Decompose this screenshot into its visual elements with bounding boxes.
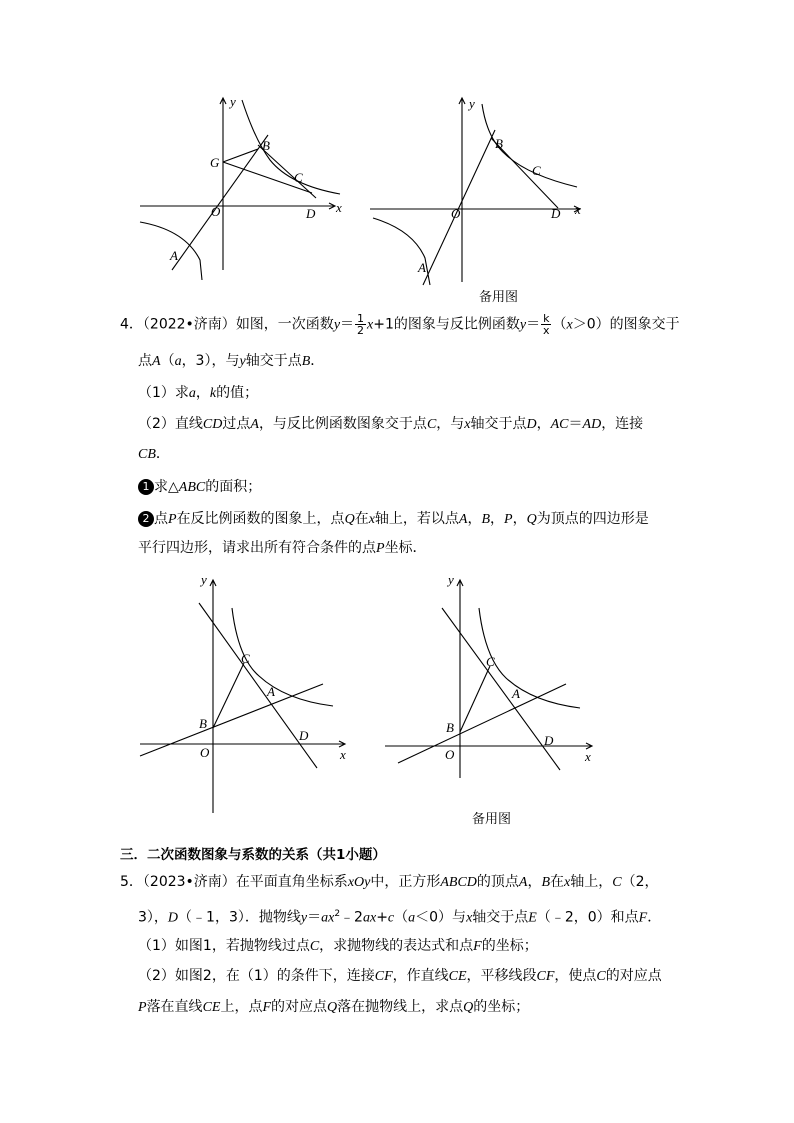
q5-text: （﹣2，0）和点 — [536, 909, 639, 926]
label-D: D — [306, 206, 316, 221]
q4-text: 轴交于点 — [470, 416, 527, 432]
point-A: A — [250, 417, 259, 432]
q4-text: ，与 — [436, 416, 465, 432]
exponent-2: 2 — [334, 909, 341, 919]
var-k: k — [209, 386, 217, 401]
q5-text: （2）如图2，在（1）的条件下，连接 — [138, 968, 375, 984]
figure-2 — [365, 90, 590, 285]
q4-text: 的图象交于 — [609, 316, 680, 333]
q4-text: 在反比例函数的图象上，点 — [176, 511, 345, 527]
point-Q: Q — [526, 512, 537, 527]
var-x: x — [368, 512, 375, 527]
point-F: F — [638, 910, 648, 926]
q4-sub-2-line-2 — [138, 538, 427, 559]
point-C: C — [426, 417, 437, 432]
segment-AC: AC — [550, 417, 569, 432]
q4-part-2-line-2 — [138, 444, 170, 465]
q4-text: ， — [512, 511, 527, 527]
figure-3 — [135, 568, 360, 818]
frac-denominator: 2 — [357, 324, 365, 337]
segment-AD: AD — [582, 417, 602, 432]
q5-text: 中，正方形 — [370, 874, 441, 890]
point-P: P — [168, 512, 177, 527]
q5-text: 的坐标； — [473, 999, 530, 1015]
q4-text: 点 — [138, 353, 152, 369]
fraction-k-over-x — [541, 313, 551, 336]
q4-sub-1 — [138, 477, 261, 498]
q4-text: 轴交于点 — [245, 353, 302, 369]
point-Q: Q — [327, 1000, 338, 1015]
line-y-half-x-plus-1 — [398, 684, 566, 763]
label-A: A — [267, 684, 275, 699]
var-a: a — [188, 386, 196, 401]
figure-1 — [130, 90, 350, 280]
q5-text: ＜0）与 — [415, 909, 467, 926]
label-O: O — [445, 747, 455, 762]
label-x: x — [336, 200, 342, 215]
q4-text: 的面积； — [205, 479, 262, 495]
q5-text: ， — [527, 874, 542, 890]
q4-text: 在 — [354, 511, 369, 527]
segment-CF: CF — [374, 969, 393, 984]
var-x: x — [564, 875, 571, 890]
point-Q: Q — [344, 512, 355, 527]
point-C: C — [596, 969, 606, 984]
label-O: O — [451, 206, 461, 221]
q4-text: 坐标． — [384, 540, 427, 556]
q5-text: （﹣1，3）．抛物线 — [178, 909, 301, 926]
label-O: O — [200, 745, 210, 760]
label-A: A — [170, 248, 178, 263]
label-x: x — [575, 202, 581, 217]
triangle-ABC: ABC — [178, 480, 206, 495]
frac-numerator: k — [543, 312, 550, 325]
label-B: B — [495, 136, 503, 151]
circled-number-2: 2 — [138, 511, 154, 527]
label-A: A — [418, 260, 426, 275]
point-P: P — [376, 541, 385, 556]
point-E: E — [528, 910, 537, 926]
var-x: x — [466, 910, 473, 926]
var-y: y — [239, 354, 246, 369]
label-C: C — [294, 170, 303, 185]
label-O: O — [211, 204, 221, 219]
q4-text: （ — [160, 353, 175, 369]
var-x: x — [464, 417, 471, 432]
q5-text: 落在直线 — [146, 999, 203, 1015]
point-D: D — [167, 910, 179, 926]
label-C: C — [532, 163, 541, 178]
var-a: a — [174, 354, 182, 369]
line-CD — [199, 603, 317, 768]
label-C: C — [486, 654, 495, 669]
label-B: B — [262, 138, 270, 153]
point-Q: Q — [463, 1000, 474, 1015]
q5-text: ． — [647, 909, 662, 926]
q5-text: 在平面直角坐标系 — [235, 874, 348, 890]
q5-part-2-line-1 — [138, 966, 662, 987]
q5-text: ﹣2 — [340, 909, 363, 926]
q4-sub-2-line-1 — [138, 509, 649, 530]
q4-text: （1）求 — [138, 385, 189, 401]
q5-text: ，作直线 — [392, 968, 449, 984]
point-D: D — [526, 417, 537, 432]
label-G: G — [210, 155, 220, 170]
point-A: A — [152, 354, 161, 369]
q5-source: （2023•济南） — [142, 874, 236, 890]
q4-text: ， — [536, 416, 551, 432]
segment-BC — [213, 663, 244, 728]
line-CD: CD — [202, 417, 223, 432]
label-A: A — [512, 686, 520, 701]
label-x: x — [585, 749, 591, 764]
point-A: A — [518, 875, 528, 890]
figure-4-caption: 备用图 — [472, 812, 512, 827]
q4-text: ，连接 — [601, 416, 644, 432]
label-x: x — [340, 747, 346, 762]
q4-line-2 — [138, 351, 324, 372]
q4-part-2-line-1 — [138, 414, 643, 435]
var-y: y — [519, 317, 527, 333]
term-ax: ax — [362, 910, 377, 926]
segment-CF: CF — [536, 969, 555, 984]
q4-equals: ＝ — [340, 316, 355, 333]
var-c: c — [387, 910, 395, 926]
label-B: B — [199, 716, 207, 731]
q4-text: 求△ — [154, 479, 179, 495]
q4-plus-one: +1 — [373, 316, 394, 333]
term-ax: ax — [321, 910, 335, 926]
line-CE: CE — [448, 969, 467, 984]
q5-text: 上，点 — [220, 999, 263, 1015]
point-A: A — [458, 512, 468, 527]
q5-text: + — [376, 909, 388, 926]
point-F: F — [262, 1000, 272, 1015]
q4-text: 平行四边形，请求出所有符合条件的点 — [138, 540, 376, 556]
q5-text: ，求抛物线的表达式和点 — [319, 938, 474, 954]
q4-equals: ＝ — [526, 316, 541, 333]
q5-text: 轴上， — [570, 874, 613, 890]
section-3-title: 三．二次函数图象与系数的关系（共1小题） — [120, 847, 386, 863]
q4-text: 如图，一次函数 — [235, 316, 334, 333]
frac-denominator: x — [543, 324, 550, 337]
coord-system-xOy: xOy — [347, 875, 371, 890]
q5-text: （1）如图1，若抛物线过点 — [138, 938, 310, 954]
q5-part-1 — [138, 936, 538, 957]
q5-text: （ — [394, 909, 409, 926]
q4-number: 4． — [120, 316, 143, 333]
line-CE: CE — [202, 1000, 221, 1015]
q4-line-1 — [120, 313, 680, 336]
label-y: y — [469, 96, 475, 111]
fraction-one-half — [355, 313, 366, 336]
frac-numerator: 1 — [357, 312, 365, 325]
q5-text: ，平移线段 — [466, 968, 537, 984]
q4-text: ＞0） — [572, 316, 610, 333]
point-B: B — [541, 875, 551, 890]
q4-text: 的图象与反比例函数 — [393, 316, 520, 333]
hyperbola-upper-branch — [242, 100, 340, 194]
var-a: a — [408, 910, 416, 926]
point-B: B — [301, 354, 311, 369]
q4-part-1 — [138, 383, 258, 404]
circled-number-1: 1 — [138, 479, 154, 495]
point-C: C — [612, 875, 622, 890]
line-y-half-x-plus-1 — [140, 684, 323, 756]
label-D: D — [551, 206, 561, 221]
var-y: y — [300, 910, 308, 926]
q5-text: （2， — [621, 874, 659, 890]
label-D: D — [299, 728, 309, 743]
label-y: y — [230, 94, 236, 109]
q5-number: 5． — [120, 874, 143, 890]
point-C: C — [309, 939, 320, 954]
q5-text: 落在抛物线上，求点 — [337, 999, 464, 1015]
q4-text: 为顶点的四边形是 — [536, 511, 649, 527]
q5-text: 的对应点 — [605, 968, 662, 984]
q5-text: 3）， — [138, 909, 168, 926]
segment-CB: CB — [138, 447, 156, 462]
figure-4 — [380, 568, 605, 783]
q5-text: 在 — [550, 874, 565, 890]
q5-text: 轴交于点 — [472, 909, 529, 926]
line-AB — [172, 135, 268, 270]
point-F: F — [473, 939, 482, 954]
q4-text: ， — [490, 511, 505, 527]
q5-text: 的顶点 — [476, 874, 519, 890]
label-D: D — [544, 733, 554, 748]
q5-line-2 — [138, 904, 661, 929]
q4-text: ，与反比例函数图象交于点 — [258, 416, 427, 432]
q5-text: ，使点 — [554, 968, 597, 984]
q4-text: ，3），与 — [181, 353, 240, 369]
var-y: y — [333, 317, 341, 333]
q5-line-1 — [120, 872, 659, 893]
q4-text: ． — [310, 353, 325, 369]
label-C: C — [241, 651, 250, 666]
q5-text: 的坐标； — [481, 938, 538, 954]
q4-text: 轴上，若以点 — [374, 511, 459, 527]
point-P: P — [504, 512, 513, 527]
q4-text: 点 — [154, 511, 168, 527]
q4-text: ， — [195, 385, 210, 401]
label-B: B — [446, 720, 454, 735]
q5-text: 的对应点 — [271, 999, 328, 1015]
q4-source: （2022•济南） — [142, 316, 236, 333]
q4-text: （ — [552, 316, 567, 333]
point-B: B — [481, 512, 491, 527]
q5-text: ＝ — [307, 909, 322, 926]
q4-text: 的值； — [216, 385, 259, 401]
q4-text: （2）直线 — [138, 416, 203, 432]
point-P: P — [138, 1000, 147, 1015]
q4-text: ． — [155, 446, 170, 462]
square-ABCD: ABCD — [440, 875, 477, 890]
q5-part-2-line-2 — [138, 997, 529, 1018]
label-y: y — [201, 572, 207, 587]
q4-text: ＝ — [568, 416, 583, 432]
q4-text: 过点 — [222, 416, 251, 432]
var-x: x — [367, 317, 374, 333]
var-x: x — [566, 317, 573, 333]
figure-2-caption: 备用图 — [479, 290, 519, 305]
q4-text: ， — [467, 511, 482, 527]
label-y: y — [448, 572, 454, 587]
